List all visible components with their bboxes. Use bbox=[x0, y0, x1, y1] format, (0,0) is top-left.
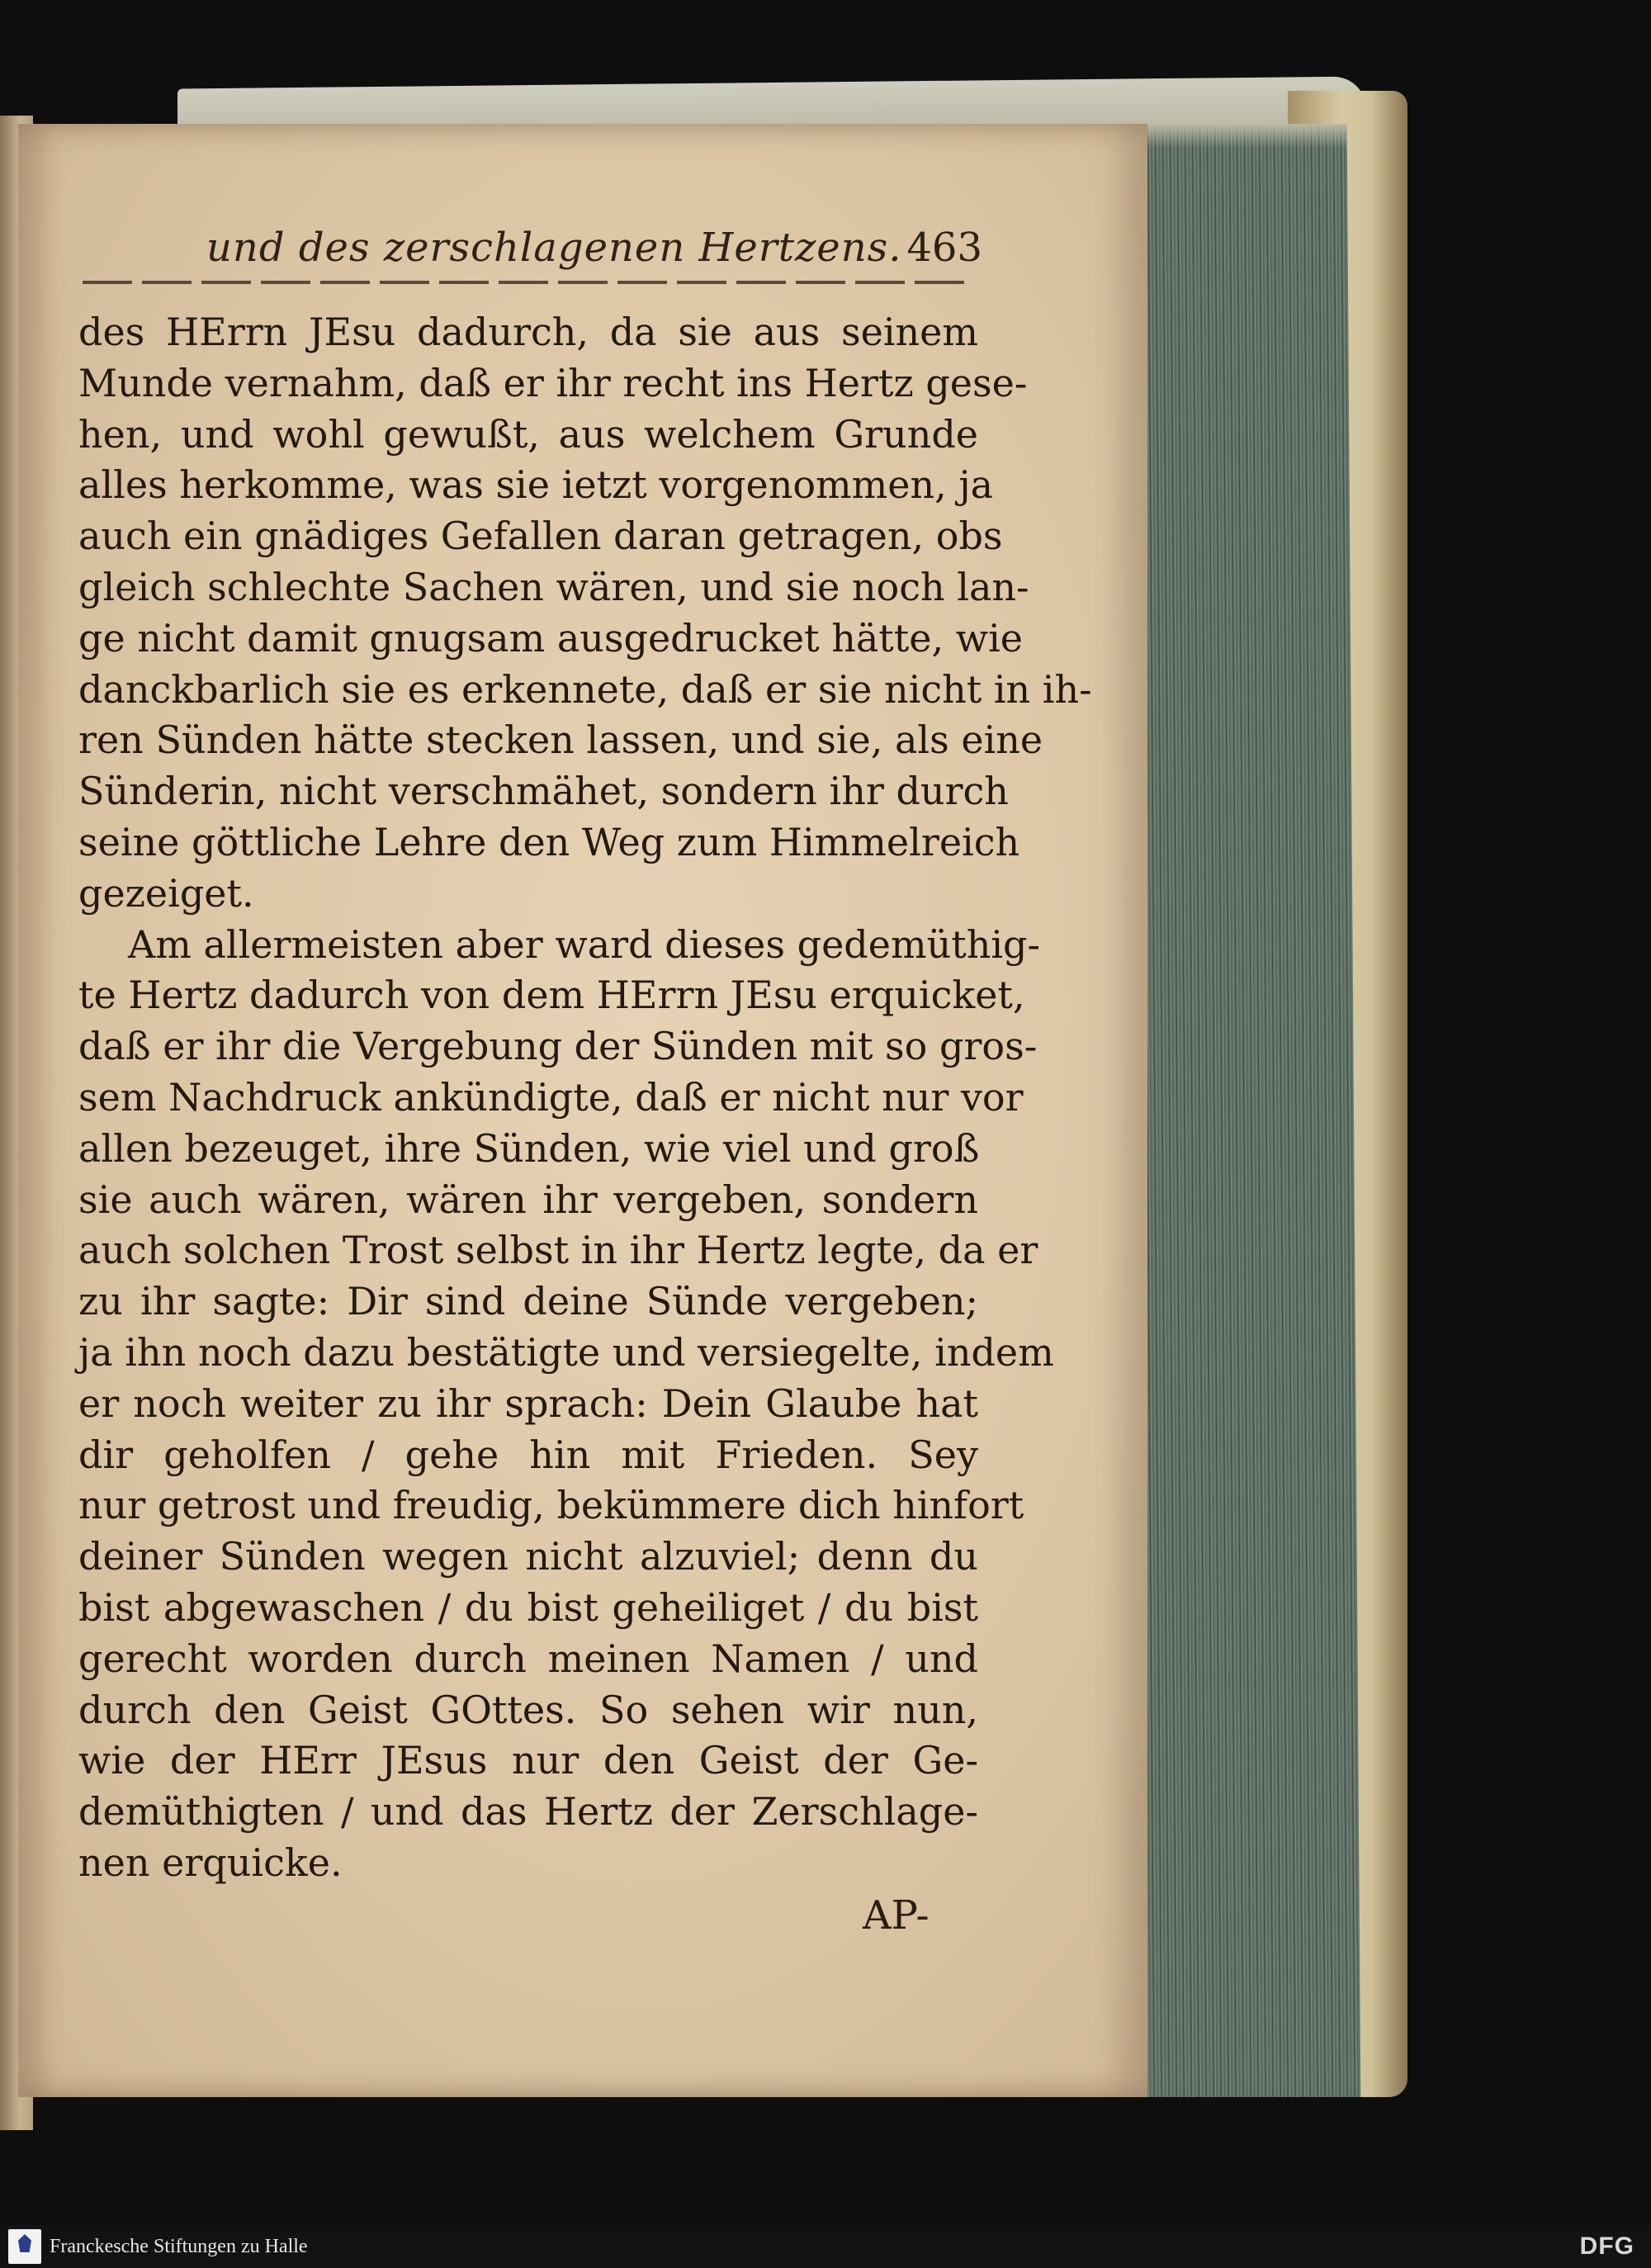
text-line-20: zu ihr sagte: Dir sind deine Sünde vergeben; bbox=[78, 1279, 978, 1324]
catchword: AP- bbox=[863, 1892, 930, 1939]
institution-name: Franckesche Stiftungen zu Halle bbox=[50, 2236, 308, 2257]
text-line-15: daß er ihr die Vergebung der Sünden mit so gros- bbox=[78, 1024, 1038, 1069]
text-line-2: Munde vernahm, daß er ihr recht ins Hertz gese- bbox=[78, 360, 1028, 405]
text-line-25: deiner Sünden wegen nicht alzuviel; denn du bbox=[78, 1534, 978, 1579]
text-line-16: sem Nachdruck ankündigte, daß er nicht nur vor bbox=[78, 1074, 1024, 1120]
text-line-29: wie der HErr JEsus nur den Geist der Ge- bbox=[78, 1738, 978, 1783]
text-line-26: bist abgewaschen / du bist geheiliget / du bist bbox=[78, 1584, 978, 1630]
text-line-7: ge nicht damit gnugsam ausgedrucket hätte, wie bbox=[78, 615, 1024, 661]
text-line-11: seine göttliche Lehre den Weg zum Himmelreich bbox=[78, 819, 1020, 864]
text-line-5: auch ein gnädiges Gefallen daran getragen, obs bbox=[78, 514, 1003, 559]
text-line-4: alles herkomme, was sie ietzt vorgenommen, ja bbox=[78, 462, 994, 508]
text-line-14: te Hertz dadurch von dem HErrn JEsu erquicket, bbox=[78, 973, 1025, 1018]
text-line-31: nen erquicke. bbox=[78, 1839, 343, 1885]
text-line-10: Sünderin, nicht verschmähet, sondern ihr durch bbox=[78, 769, 1009, 814]
text-line-12: gezeiget. bbox=[78, 870, 254, 916]
running-title: und des zerschlagenen Hertzens. bbox=[206, 225, 902, 271]
body-text bbox=[78, 307, 1092, 1889]
running-head bbox=[206, 223, 982, 272]
text-line-28: durch den Geist GOttes. So sehen wir nun, bbox=[78, 1687, 978, 1732]
text-line-21: ja ihn noch dazu bestätigte und versiegelte, indem bbox=[78, 1329, 1054, 1375]
dfg-logo-text: DFG bbox=[1579, 2232, 1634, 2260]
text-line-1: des HErrn JEsu dadurch, da sie aus seinem bbox=[78, 310, 978, 354]
head-rule bbox=[83, 281, 974, 284]
text-line-22: er noch weiter zu ihr sprach: Dein Glaube hat bbox=[78, 1380, 978, 1426]
text-line-13: Am allermeisten aber ward dieses gedemüthig- bbox=[128, 921, 1041, 967]
text-line-17: allen bezeuget, ihre Sünden, wie viel und groß bbox=[78, 1125, 980, 1171]
text-line-24: nur getrost und freudig, bekümmere dich hinfort bbox=[78, 1483, 1024, 1528]
text-line-6: gleich schlechte Sachen wären, und sie noch lan- bbox=[78, 564, 1029, 609]
text-line-23: dir geholfen / gehe hin mit Frieden. Sey bbox=[78, 1432, 978, 1477]
institution-logo-icon bbox=[8, 2229, 41, 2264]
text-line-19: auch solchen Trost selbst in ihr Hertz legte, da er bbox=[78, 1228, 1038, 1273]
text-line-18: sie auch wären, wären ihr vergeben, sondern bbox=[78, 1177, 978, 1222]
text-line-3: hen, und wohl gewußt, aus welchem Grunde bbox=[78, 411, 978, 457]
text-line-27: gerecht worden durch meinen Namen / und bbox=[78, 1636, 978, 1681]
page-number: 463 bbox=[906, 225, 982, 271]
text-line-30: demüthigten / und das Hertz der Zerschlage- bbox=[78, 1789, 978, 1835]
text-line-9: ren Sünden hätte stecken lassen, und sie, als eine bbox=[78, 717, 1043, 763]
viewer-footer bbox=[0, 2225, 1651, 2268]
text-line-8: danckbarlich sie es erkennete, daß er sie nicht in ih- bbox=[78, 666, 1092, 712]
